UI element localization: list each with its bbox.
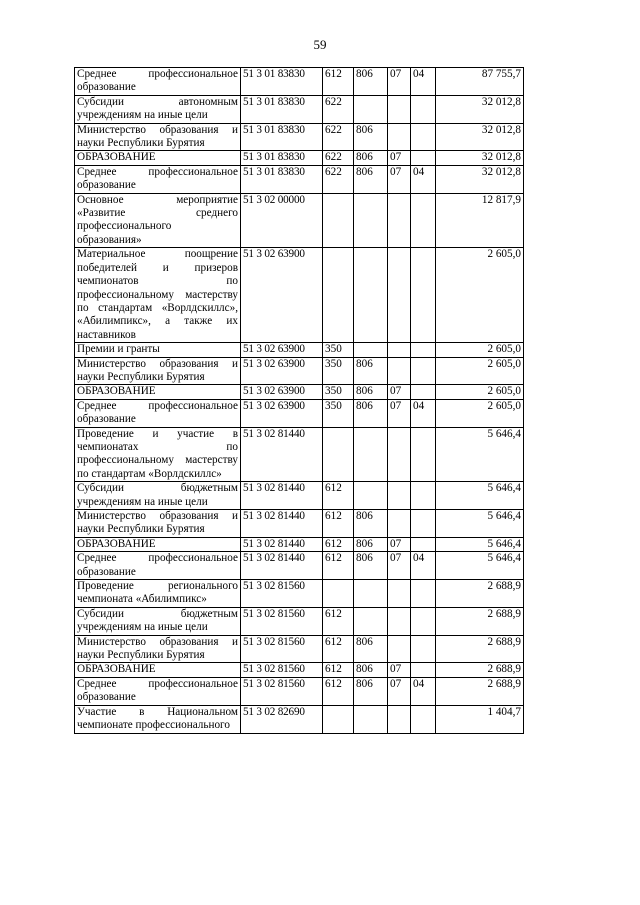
row-expense-type-cell: 612: [323, 68, 354, 96]
row-code-cell: 51 3 02 63900: [241, 399, 323, 427]
row-code-cell: 51 3 01 83830: [241, 151, 323, 165]
row-section-cell: [388, 357, 411, 385]
row-code-cell: 51 3 02 81560: [241, 663, 323, 677]
row-code-cell: 51 3 01 83830: [241, 123, 323, 151]
row-ministry-cell: [354, 193, 388, 248]
row-amount-cell: 2 605,0: [436, 399, 524, 427]
row-ministry-cell: [354, 343, 388, 357]
row-expense-type-cell: 612: [323, 482, 354, 510]
row-name-cell: Среднее профессиональное образование: [75, 399, 241, 427]
row-section-cell: 07: [388, 165, 411, 193]
row-section-cell: 07: [388, 399, 411, 427]
row-amount-cell: 2 605,0: [436, 343, 524, 357]
row-code-cell: 51 3 02 63900: [241, 357, 323, 385]
row-section-cell: [388, 427, 411, 482]
row-ministry-cell: 806: [354, 165, 388, 193]
row-expense-type-cell: 612: [323, 635, 354, 663]
row-code-cell: 51 3 01 83830: [241, 165, 323, 193]
row-name-cell: Премии и гранты: [75, 343, 241, 357]
row-expense-type-cell: 612: [323, 552, 354, 580]
table-row: [75, 552, 524, 580]
row-section-cell: 07: [388, 68, 411, 96]
row-expense-type-cell: 350: [323, 399, 354, 427]
row-subsection-cell: 04: [411, 677, 436, 705]
row-expense-type-cell: 622: [323, 165, 354, 193]
table-row: [75, 510, 524, 538]
row-subsection-cell: [411, 343, 436, 357]
table-row: [75, 343, 524, 357]
row-section-cell: 07: [388, 537, 411, 551]
row-amount-cell: 32 012,8: [436, 151, 524, 165]
table-row: [75, 705, 524, 733]
row-ministry-cell: 806: [354, 357, 388, 385]
row-ministry-cell: 806: [354, 663, 388, 677]
row-expense-type-cell: 350: [323, 357, 354, 385]
row-name-cell: Министерство образования и науки Республики Бурятия: [75, 123, 241, 151]
row-name-cell: Проведение регионального чемпионата «Абилимпикс»: [75, 580, 241, 608]
row-amount-cell: 12 817,9: [436, 193, 524, 248]
row-code-cell: 51 3 02 81560: [241, 677, 323, 705]
row-ministry-cell: [354, 427, 388, 482]
table-row: [75, 95, 524, 123]
row-amount-cell: 32 012,8: [436, 123, 524, 151]
row-name-cell: ОБРАЗОВАНИЕ: [75, 537, 241, 551]
row-amount-cell: 2 688,9: [436, 607, 524, 635]
row-subsection-cell: [411, 357, 436, 385]
row-name-cell: Субсидии бюджетным учреждениям на иные цели: [75, 482, 241, 510]
table-row: [75, 385, 524, 399]
row-code-cell: 51 3 01 83830: [241, 95, 323, 123]
row-subsection-cell: [411, 510, 436, 538]
row-name-cell: Субсидии бюджетным учреждениям на иные цели: [75, 607, 241, 635]
row-expense-type-cell: [323, 580, 354, 608]
table-row: [75, 607, 524, 635]
row-amount-cell: 2 688,9: [436, 635, 524, 663]
table-row: [75, 68, 524, 96]
row-expense-type-cell: 612: [323, 663, 354, 677]
row-ministry-cell: 806: [354, 399, 388, 427]
table-row: [75, 193, 524, 248]
row-code-cell: 51 3 02 81560: [241, 635, 323, 663]
row-amount-cell: 32 012,8: [436, 95, 524, 123]
row-ministry-cell: [354, 705, 388, 733]
row-name-cell: Проведение и участие в чемпионатах по профессиональному мастерству по стандартам «Ворлдскиллс»: [75, 427, 241, 482]
row-expense-type-cell: [323, 193, 354, 248]
row-expense-type-cell: 612: [323, 607, 354, 635]
row-section-cell: [388, 248, 411, 343]
row-amount-cell: 5 646,4: [436, 537, 524, 551]
row-section-cell: [388, 510, 411, 538]
row-amount-cell: 5 646,4: [436, 427, 524, 482]
table-row: [75, 123, 524, 151]
row-subsection-cell: [411, 635, 436, 663]
row-name-cell: ОБРАЗОВАНИЕ: [75, 151, 241, 165]
row-ministry-cell: 806: [354, 123, 388, 151]
table-row: [75, 580, 524, 608]
table-row: [75, 248, 524, 343]
row-subsection-cell: [411, 427, 436, 482]
row-subsection-cell: [411, 385, 436, 399]
row-amount-cell: 2 605,0: [436, 385, 524, 399]
row-subsection-cell: [411, 95, 436, 123]
row-name-cell: Министерство образования и науки Республики Бурятия: [75, 357, 241, 385]
row-expense-type-cell: [323, 248, 354, 343]
row-section-cell: 07: [388, 552, 411, 580]
page-number: 59: [313, 37, 327, 52]
row-subsection-cell: 04: [411, 68, 436, 96]
row-subsection-cell: [411, 705, 436, 733]
row-code-cell: 51 3 02 81560: [241, 580, 323, 608]
row-code-cell: 51 3 02 81440: [241, 427, 323, 482]
row-expense-type-cell: 350: [323, 343, 354, 357]
row-code-cell: 51 3 02 63900: [241, 385, 323, 399]
row-ministry-cell: 806: [354, 151, 388, 165]
row-section-cell: [388, 343, 411, 357]
table-row: [75, 427, 524, 482]
row-amount-cell: 2 688,9: [436, 677, 524, 705]
row-amount-cell: 5 646,4: [436, 482, 524, 510]
row-code-cell: 51 3 02 81440: [241, 552, 323, 580]
row-amount-cell: 87 755,7: [436, 68, 524, 96]
row-section-cell: [388, 635, 411, 663]
row-section-cell: 07: [388, 151, 411, 165]
row-ministry-cell: 806: [354, 510, 388, 538]
row-code-cell: 51 3 02 63900: [241, 248, 323, 343]
row-ministry-cell: [354, 580, 388, 608]
table-row: [75, 635, 524, 663]
row-ministry-cell: 806: [354, 635, 388, 663]
row-ministry-cell: 806: [354, 385, 388, 399]
row-subsection-cell: [411, 580, 436, 608]
row-section-cell: [388, 607, 411, 635]
row-expense-type-cell: 350: [323, 385, 354, 399]
row-amount-cell: 1 404,7: [436, 705, 524, 733]
row-code-cell: 51 3 02 00000: [241, 193, 323, 248]
row-name-cell: ОБРАЗОВАНИЕ: [75, 385, 241, 399]
row-name-cell: Среднее профессиональное образование: [75, 552, 241, 580]
row-ministry-cell: [354, 248, 388, 343]
row-amount-cell: 2 688,9: [436, 663, 524, 677]
table-row: [75, 165, 524, 193]
row-amount-cell: 32 012,8: [436, 165, 524, 193]
row-subsection-cell: [411, 607, 436, 635]
row-expense-type-cell: 622: [323, 151, 354, 165]
row-name-cell: Субсидии автономным учреждениям на иные цели: [75, 95, 241, 123]
table-row: [75, 663, 524, 677]
row-name-cell: Среднее профессиональное образование: [75, 68, 241, 96]
row-expense-type-cell: 612: [323, 677, 354, 705]
row-name-cell: Среднее профессиональное образование: [75, 165, 241, 193]
row-expense-type-cell: 622: [323, 95, 354, 123]
row-amount-cell: 5 646,4: [436, 552, 524, 580]
row-expense-type-cell: 612: [323, 537, 354, 551]
row-section-cell: 07: [388, 385, 411, 399]
row-code-cell: 51 3 02 63900: [241, 343, 323, 357]
row-section-cell: [388, 95, 411, 123]
table-row: [75, 677, 524, 705]
row-name-cell: Материальное поощрение победителей и призеров чемпионатов по профессиональному мастерству по стандартам «Ворлдскиллс», «Абилимпикс», а также их наставников: [75, 248, 241, 343]
row-code-cell: 51 3 02 82690: [241, 705, 323, 733]
row-amount-cell: 2 688,9: [436, 580, 524, 608]
row-name-cell: Министерство образования и науки Республики Бурятия: [75, 635, 241, 663]
row-name-cell: Участие в Национальном чемпионате профессионального: [75, 705, 241, 733]
row-code-cell: 51 3 02 81560: [241, 607, 323, 635]
row-subsection-cell: 04: [411, 165, 436, 193]
row-ministry-cell: 806: [354, 537, 388, 551]
row-name-cell: Основное мероприятие «Развитие среднего профессионального образования»: [75, 193, 241, 248]
table-row: [75, 399, 524, 427]
row-ministry-cell: [354, 95, 388, 123]
row-expense-type-cell: 622: [323, 123, 354, 151]
row-subsection-cell: 04: [411, 399, 436, 427]
row-ministry-cell: 806: [354, 677, 388, 705]
row-code-cell: 51 3 02 81440: [241, 510, 323, 538]
row-code-cell: 51 3 01 83830: [241, 68, 323, 96]
row-section-cell: 07: [388, 677, 411, 705]
row-name-cell: Министерство образования и науки Республики Бурятия: [75, 510, 241, 538]
table-row: [75, 151, 524, 165]
table-row: [75, 357, 524, 385]
row-expense-type-cell: 612: [323, 510, 354, 538]
row-subsection-cell: [411, 151, 436, 165]
row-subsection-cell: 04: [411, 552, 436, 580]
row-amount-cell: 5 646,4: [436, 510, 524, 538]
budget-table-body: [75, 68, 524, 734]
row-code-cell: 51 3 02 81440: [241, 537, 323, 551]
row-section-cell: [388, 482, 411, 510]
budget-table: [74, 67, 524, 734]
row-section-cell: [388, 580, 411, 608]
row-expense-type-cell: [323, 427, 354, 482]
row-subsection-cell: [411, 248, 436, 343]
row-name-cell: ОБРАЗОВАНИЕ: [75, 663, 241, 677]
row-subsection-cell: [411, 482, 436, 510]
row-ministry-cell: 806: [354, 68, 388, 96]
table-row: [75, 482, 524, 510]
row-ministry-cell: 806: [354, 552, 388, 580]
row-subsection-cell: [411, 663, 436, 677]
row-subsection-cell: [411, 193, 436, 248]
row-ministry-cell: [354, 607, 388, 635]
row-expense-type-cell: [323, 705, 354, 733]
row-section-cell: [388, 123, 411, 151]
table-row: [75, 537, 524, 551]
row-code-cell: 51 3 02 81440: [241, 482, 323, 510]
row-name-cell: Среднее профессиональное образование: [75, 677, 241, 705]
row-subsection-cell: [411, 123, 436, 151]
row-amount-cell: 2 605,0: [436, 248, 524, 343]
row-ministry-cell: [354, 482, 388, 510]
row-amount-cell: 2 605,0: [436, 357, 524, 385]
row-section-cell: [388, 705, 411, 733]
row-section-cell: [388, 193, 411, 248]
row-subsection-cell: [411, 537, 436, 551]
row-section-cell: 07: [388, 663, 411, 677]
